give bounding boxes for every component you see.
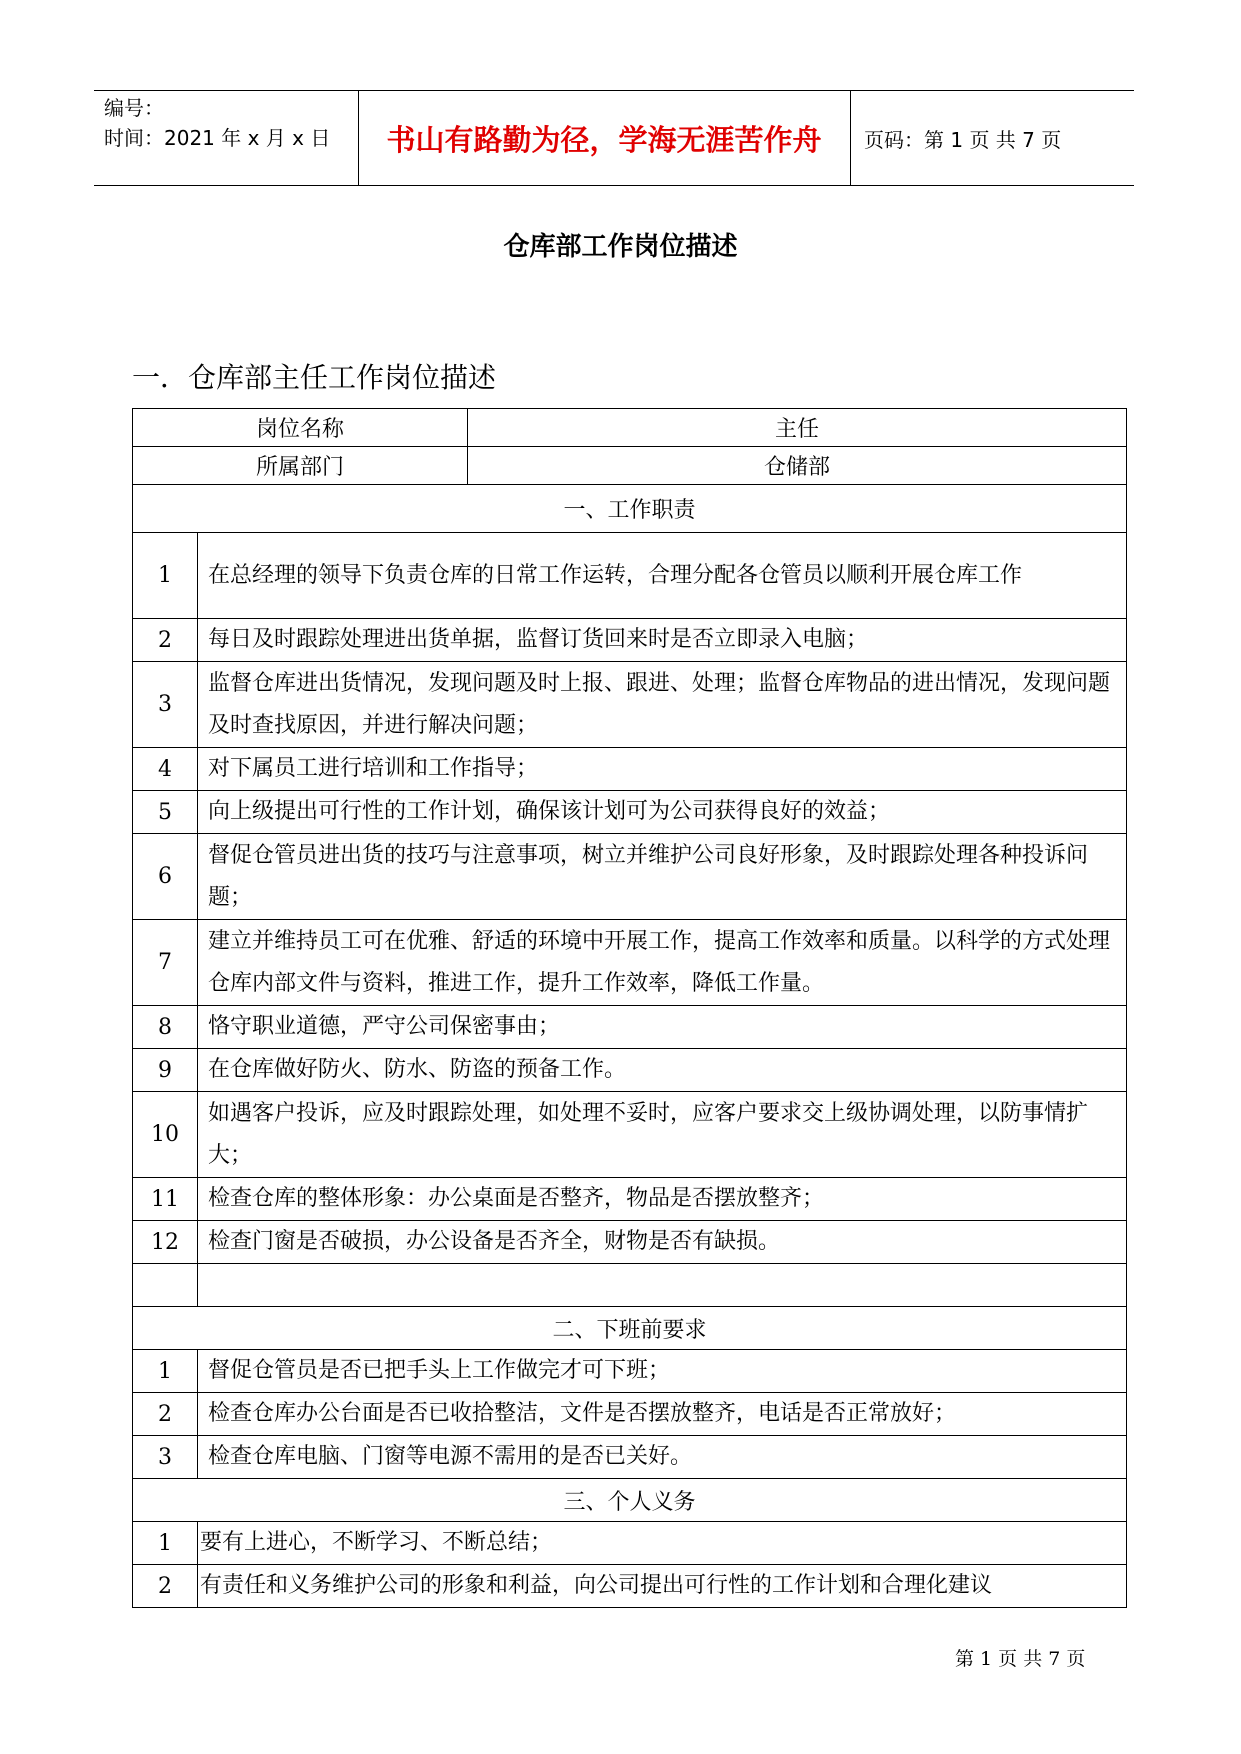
duty-text: 督促仓管员进出货的技巧与注意事项，树立并维护公司良好形象，及时跟踪处理各种投诉问题； xyxy=(198,834,1127,920)
table-row xyxy=(133,1350,1127,1393)
table-row xyxy=(133,1178,1127,1221)
table-row xyxy=(133,1565,1127,1608)
header-divider xyxy=(358,91,359,185)
table-row xyxy=(133,1006,1127,1049)
table-row xyxy=(133,447,1127,485)
duty-text: 检查门窗是否破损，办公设备是否齐全，财物是否有缺损。 xyxy=(198,1221,1127,1264)
table-row xyxy=(133,409,1127,447)
table-row xyxy=(133,1393,1127,1436)
duty-number: 8 xyxy=(133,1006,198,1049)
offduty-text: 督促仓管员是否已把手头上工作做完才可下班； xyxy=(198,1350,1127,1393)
table-row xyxy=(133,619,1127,662)
duty-text: 每日及时跟踪处理进出货单据，监督订货回来时是否立即录入电脑； xyxy=(198,619,1127,662)
duty-text: 监督仓库进出货情况，发现问题及时上报、跟进、处理；监督仓库物品的进出情况，发现问题及时查找原因，并进行解决问题； xyxy=(198,662,1127,748)
table-section-row xyxy=(133,485,1127,533)
position-label: 岗位名称 xyxy=(133,409,468,447)
offduty-number: 1 xyxy=(133,1350,198,1393)
table-row xyxy=(133,1092,1127,1178)
header-meta xyxy=(104,93,354,181)
duty-text: 在仓库做好防火、防水、防盗的预备工作。 xyxy=(198,1049,1127,1092)
table-row xyxy=(133,662,1127,748)
section-heading: 一．仓库部主任工作岗位描述 xyxy=(132,361,497,394)
duty-number: 3 xyxy=(133,662,198,748)
table-row xyxy=(133,748,1127,791)
table-row xyxy=(133,1436,1127,1479)
page-header xyxy=(94,90,1134,186)
duty-text: 检查仓库的整体形象：办公桌面是否整齐，物品是否摆放整齐； xyxy=(198,1178,1127,1221)
table-row-empty xyxy=(133,1264,1127,1307)
duty-number: 5 xyxy=(133,791,198,834)
table-row xyxy=(133,834,1127,920)
duty-number: 2 xyxy=(133,619,198,662)
position-value: 主任 xyxy=(468,409,1127,447)
offduty-text: 检查仓库办公台面是否已收拾整洁，文件是否摆放整齐，电话是否正常放好； xyxy=(198,1393,1127,1436)
table-row xyxy=(133,791,1127,834)
offduty-number: 3 xyxy=(133,1436,198,1479)
document-title: 仓库部工作岗位描述 xyxy=(503,232,738,262)
duty-text: 向上级提出可行性的工作计划，确保该计划可为公司获得良好的效益； xyxy=(198,791,1127,834)
duty-text: 恪守职业道德，严守公司保密事由； xyxy=(198,1006,1127,1049)
personal-text: 要有上进心，不断学习、不断总结； xyxy=(198,1522,1127,1565)
offduty-text: 检查仓库电脑、门窗等电源不需用的是否已关好。 xyxy=(198,1436,1127,1479)
table-section-row xyxy=(133,1479,1127,1522)
header-page-info: 页码：第 1 页 共 7 页 xyxy=(864,127,1062,152)
dept-value: 仓储部 xyxy=(468,447,1127,485)
personal-number: 1 xyxy=(133,1522,198,1565)
duty-number: 4 xyxy=(133,748,198,791)
table-row xyxy=(133,1522,1127,1565)
offduty-heading: 二、下班前要求 xyxy=(133,1307,1127,1350)
document-number-label: 编号： xyxy=(104,96,164,120)
empty-cell xyxy=(198,1264,1127,1307)
duty-number: 9 xyxy=(133,1049,198,1092)
duty-number: 6 xyxy=(133,834,198,920)
empty-cell xyxy=(133,1264,198,1307)
duty-text: 对下属员工进行培训和工作指导； xyxy=(198,748,1127,791)
table-row xyxy=(133,1221,1127,1264)
duties-heading: 一、工作职责 xyxy=(133,485,1127,533)
duty-text: 如遇客户投诉，应及时跟踪处理，如处理不妥时，应客户要求交上级协调处理，以防事情扩大； xyxy=(198,1092,1127,1178)
duty-number: 12 xyxy=(133,1221,198,1264)
job-description-table xyxy=(132,408,1127,1608)
duty-number: 7 xyxy=(133,920,198,1006)
offduty-number: 2 xyxy=(133,1393,198,1436)
table-row xyxy=(133,1049,1127,1092)
duty-number: 10 xyxy=(133,1092,198,1178)
personal-heading: 三、个人义务 xyxy=(133,1479,1127,1522)
document-time-label: 时间：2021 年 x 月 x 日 xyxy=(104,126,331,150)
table-section-row xyxy=(133,1307,1127,1350)
table-row xyxy=(133,920,1127,1006)
dept-label: 所属部门 xyxy=(133,447,468,485)
page-footer: 第 1 页 共 7 页 xyxy=(955,1648,1086,1670)
duty-text: 建立并维持员工可在优雅、舒适的环境中开展工作，提高工作效率和质量。以科学的方式处理仓库内部文件与资料，推进工作，提升工作效率，降低工作量。 xyxy=(198,920,1127,1006)
duty-number: 1 xyxy=(133,533,198,619)
personal-text: 有责任和义务维护公司的形象和利益，向公司提出可行性的工作计划和合理化建议 xyxy=(198,1565,1127,1608)
header-divider xyxy=(850,91,851,185)
duty-number: 11 xyxy=(133,1178,198,1221)
header-motto: 书山有路勤为径，学海无涯苦作舟 xyxy=(386,122,822,157)
personal-number: 2 xyxy=(133,1565,198,1608)
table-row xyxy=(133,533,1127,619)
duty-text: 在总经理的领导下负责仓库的日常工作运转，合理分配各仓管员以顺利开展仓库工作 xyxy=(198,533,1127,619)
